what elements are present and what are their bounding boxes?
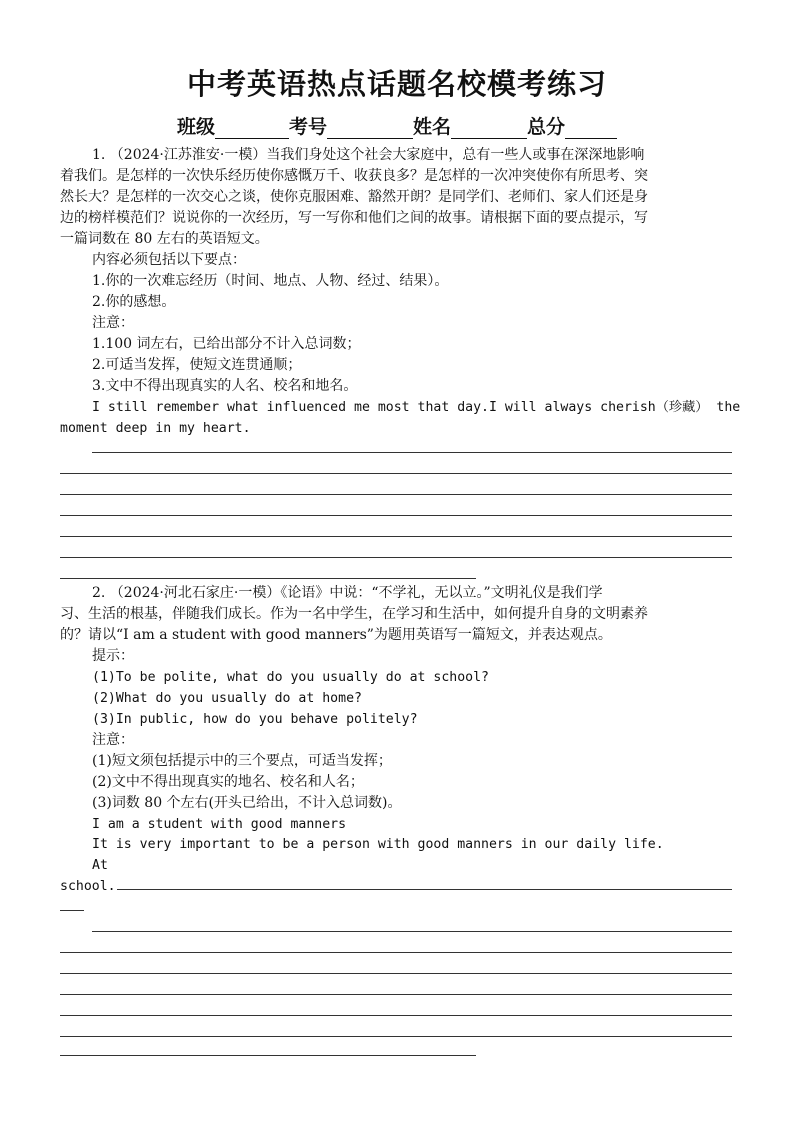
- page-title: 中考英语热点话题名校模考练习: [186, 67, 607, 101]
- q2-essay-opening: It is very important to be a person with good manners in our daily life.: [92, 837, 664, 852]
- q2-note: (3)词数 80 个左右(开头已给出，不计入总词数)。: [92, 795, 402, 811]
- q1-given-sentence: moment deep in my heart.: [60, 421, 251, 436]
- q2-note: (1)短文须包括提示中的三个要点，可适当发挥；: [92, 753, 392, 769]
- name-label: 姓名: [413, 116, 452, 138]
- score-blank[interactable]: [565, 118, 617, 139]
- q2-hint: (3)In public, how do you behave politely?: [92, 712, 418, 727]
- answer-line[interactable]: [92, 931, 732, 932]
- q2-prompt-line: 的？请以“I am a student with good manners”为题用英语写一篇短文，并表达观点。: [60, 627, 612, 643]
- exam-number-label: 考号: [288, 116, 327, 138]
- answer-line[interactable]: [60, 1036, 732, 1037]
- answer-line[interactable]: [117, 889, 732, 890]
- answer-line[interactable]: [60, 515, 732, 516]
- answer-line[interactable]: [60, 910, 84, 911]
- answer-line[interactable]: [60, 578, 476, 579]
- answer-line[interactable]: [60, 973, 732, 974]
- q2-hint: (2)What do you usually do at home?: [92, 691, 362, 706]
- score-label: 总分: [527, 116, 566, 138]
- student-info-line: [0, 112, 794, 139]
- q2-note: (2)文中不得出现真实的地名、校名和人名；: [92, 774, 364, 790]
- answer-line[interactable]: [60, 494, 732, 495]
- q1-prompt-line: 边的榜样模范们？说说你的一次经历，写一写你和他们之间的故事。请根据下面的要点提示，写: [60, 210, 648, 226]
- answer-line[interactable]: [60, 536, 732, 537]
- answer-line[interactable]: [60, 1055, 476, 1056]
- q1-note-label: 注意：: [92, 315, 134, 331]
- q2-hint-label: 提示：: [92, 648, 134, 664]
- q2-essay-title: I am a student with good manners: [92, 817, 347, 832]
- q1-prompt-line: 然长大？是怎样的一次交心之谈，使你克服困难、豁然开朗？是同学们、老师们、家人们还是身: [60, 189, 648, 205]
- q1-prompt-line: 着我们。是怎样的一次快乐经历使你感慨万千、收获良多？是怎样的一次冲突使你有所思考、突: [60, 168, 648, 184]
- class-blank[interactable]: [215, 118, 289, 139]
- answer-line[interactable]: [60, 952, 732, 953]
- q2-essay-at: At: [92, 858, 108, 873]
- q2-note-label: 注意：: [92, 732, 134, 748]
- q1-note: 1.100 词左右，已给出部分不计入总词数；: [92, 336, 361, 352]
- answer-line[interactable]: [60, 1015, 732, 1016]
- answer-line[interactable]: [60, 473, 732, 474]
- answer-line[interactable]: [60, 994, 732, 995]
- q1-point: 1.你的一次难忘经历（时间、地点、人物、经过、结果）。: [92, 273, 449, 289]
- q2-prompt-line: 习、生活的根基，伴随我们成长。作为一名中学生，在学习和生活中，如何提升自身的文明素养: [60, 606, 648, 622]
- q1-given-sentence: I still remember what influenced me most that day.I will always cherish（珍藏） the: [92, 400, 741, 415]
- q1-note: 3.文中不得出现真实的人名、校名和地名。: [92, 378, 358, 394]
- answer-line[interactable]: [60, 557, 732, 558]
- q1-note: 2.可适当发挥，使短文连贯通顺；: [92, 357, 302, 373]
- q1-points-intro: 内容必须包括以下要点：: [92, 252, 246, 268]
- q1-prompt-line: 一篇词数在 80 左右的英语短文。: [60, 231, 269, 247]
- answer-line[interactable]: [92, 452, 732, 453]
- class-label: 班级: [176, 116, 215, 138]
- name-blank[interactable]: [451, 118, 527, 139]
- exam-number-blank[interactable]: [327, 118, 413, 139]
- q2-essay-school: school.: [60, 879, 116, 894]
- q1-prompt-line: 1. （2024·江苏淮安·一模）当我们身处这个社会大家庭中，总有一些人或事在深深地影响: [92, 147, 645, 163]
- q2-hint: (1)To be polite, what do you usually do at school?: [92, 670, 489, 685]
- q2-prompt-line: 2. （2024·河北石家庄·一模）《论语》中说：“不学礼，无以立。”文明礼仪是我们学: [92, 585, 603, 601]
- q1-point: 2.你的感想。: [92, 294, 176, 310]
